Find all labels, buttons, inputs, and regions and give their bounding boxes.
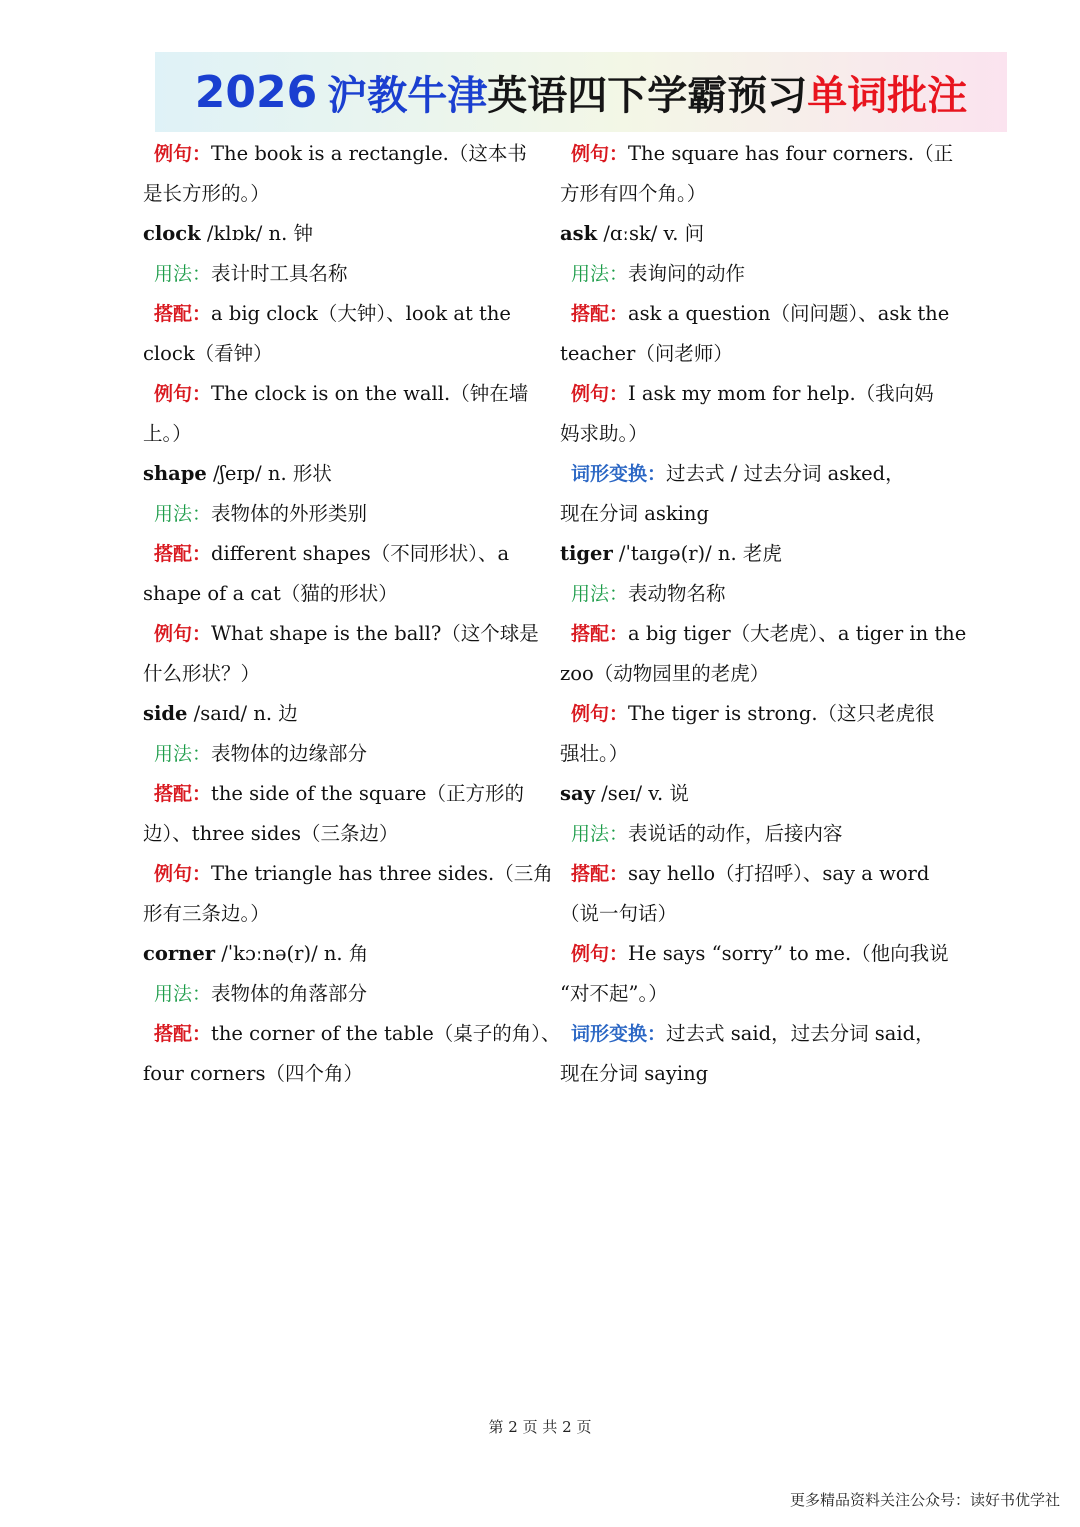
collocation-label: 搭配： <box>571 303 629 325</box>
pronunciation-definition: /ɑːsk/ v. 问 <box>597 222 705 245</box>
collocation-text-cont: 边）、three sides（三条边） <box>143 822 399 845</box>
collocation-line-cont <box>560 334 942 374</box>
example-line <box>560 934 949 974</box>
word-form-line-cont <box>560 494 942 534</box>
pronunciation-definition: /ʃeɪp/ n. 形状 <box>206 462 332 485</box>
usage-label: 用法： <box>571 263 629 285</box>
usage-text: 表计时工具名称 <box>211 262 348 285</box>
headword: ask <box>560 222 598 245</box>
collocation-text: different shapes（不同形状）、a <box>211 542 510 565</box>
collocation-line <box>143 534 525 574</box>
example-line <box>560 694 942 734</box>
pronunciation-definition: /klɒk/ n. 钟 <box>200 222 314 245</box>
usage-line <box>143 254 525 294</box>
headword: shape <box>143 462 207 485</box>
usage-label: 用法： <box>154 503 212 525</box>
usage-line <box>143 494 525 534</box>
footer-note: 更多精品资料关注公众号：读好书优学社 <box>789 1491 1060 1509</box>
usage-line <box>143 974 525 1014</box>
example-text: The book is a rectangle.（这本书 <box>211 142 527 165</box>
collocation-text-cont: four corners（四个角） <box>143 1062 363 1085</box>
example-text-cont: 方形有四个角。） <box>560 182 707 205</box>
title-part-dark: 英语四下学霸预习 <box>487 72 808 119</box>
word-form-text: 过去式 / 过去分词 asked， <box>666 462 905 485</box>
collocation-text-cont: clock（看钟） <box>143 342 273 365</box>
collocation-line-cont <box>143 1054 525 1094</box>
collocation-text: a big clock（大钟）、look at the <box>211 302 511 325</box>
left-column <box>143 134 561 1094</box>
usage-text: 表动物名称 <box>628 582 726 605</box>
collocation-text: the side of the square（正方形的 <box>211 782 524 805</box>
example-text: What shape is the ball?（这个球是 <box>211 622 539 645</box>
collocation-text-cont: zoo（动物园里的老虎） <box>560 662 770 685</box>
example-line-cont <box>560 414 942 454</box>
collocation-line <box>143 774 525 814</box>
entry-header-shape <box>143 454 525 494</box>
entry-header-ask <box>560 214 942 254</box>
usage-text: 表物体的角落部分 <box>211 982 368 1005</box>
entry-header-tiger <box>560 534 942 574</box>
usage-text: 表物体的外形类别 <box>211 502 368 525</box>
collocation-label: 搭配： <box>571 623 629 645</box>
word-form-line <box>560 454 942 494</box>
page-number: 第 2 页 共 2 页 <box>488 1418 592 1436</box>
example-line-cont <box>560 974 942 1014</box>
collocation-line <box>560 854 942 894</box>
usage-label: 用法： <box>571 583 629 605</box>
word-form-label: 词形变换： <box>571 463 667 485</box>
right-column <box>560 134 967 1094</box>
usage-text: 表询问的动作 <box>628 262 746 285</box>
collocation-label: 搭配： <box>154 303 212 325</box>
pronunciation-definition: /saɪd/ n. 边 <box>187 702 298 725</box>
example-line-cont <box>143 414 525 454</box>
headword: side <box>143 702 188 725</box>
collocation-line-cont <box>143 814 525 854</box>
entry-header-say <box>560 774 942 814</box>
title-banner <box>155 52 1007 132</box>
collocation-line <box>143 1014 561 1054</box>
usage-line <box>560 574 942 614</box>
collocation-text-cont: （说一句话） <box>560 902 678 925</box>
word-form-text-cont: 现在分词 saying <box>560 1062 709 1085</box>
example-label: 例句： <box>154 143 212 165</box>
word-form-line-cont <box>560 1054 942 1094</box>
collocation-label: 搭配： <box>571 863 629 885</box>
usage-text: 表说话的动作，后接内容 <box>628 822 843 845</box>
collocation-line-cont <box>560 654 942 694</box>
collocation-line <box>143 294 525 334</box>
title-part-blue: 沪教牛津 <box>327 72 488 119</box>
usage-label: 用法： <box>571 823 629 845</box>
example-line-cont <box>143 654 525 694</box>
word-form-line <box>560 1014 942 1054</box>
collocation-line <box>560 614 967 654</box>
example-text-cont: “对不起”。） <box>560 982 668 1005</box>
collocation-line-cont <box>143 334 525 374</box>
usage-text: 表物体的边缘部分 <box>211 742 368 765</box>
example-text: The tiger is strong.（这只老虎很 <box>628 702 935 725</box>
headword: corner <box>143 942 216 965</box>
word-form-text-cont: 现在分词 asking <box>560 502 709 525</box>
usage-label: 用法： <box>154 743 212 765</box>
pronunciation-definition: /seɪ/ v. 说 <box>594 782 689 805</box>
example-text: He says “sorry” to me.（他向我说 <box>628 942 949 965</box>
collocation-text: a big tiger（大老虎）、a tiger in the <box>628 622 967 645</box>
example-text: The clock is on the wall.（钟在墙 <box>211 382 529 405</box>
example-line <box>143 854 553 894</box>
title-part-red: 单词批注 <box>807 72 968 119</box>
collocation-text: ask a question（问问题）、ask the <box>628 302 950 325</box>
collocation-label: 搭配： <box>154 1023 212 1045</box>
example-text-cont: 上。） <box>143 422 192 445</box>
word-form-text: 过去式 said，过去分词 said， <box>666 1022 935 1045</box>
headword: tiger <box>560 542 613 565</box>
headword: clock <box>143 222 201 245</box>
headword: say <box>560 782 595 805</box>
word-form-label: 词形变换： <box>571 1023 667 1045</box>
usage-line <box>560 814 942 854</box>
example-line-cont <box>560 734 942 774</box>
usage-line <box>560 254 942 294</box>
example-text: I ask my mom for help.（我向妈 <box>628 382 934 405</box>
collocation-text: the corner of the table（桌子的角）、 <box>211 1022 561 1045</box>
entry-header-corner <box>143 934 525 974</box>
example-line <box>560 134 954 174</box>
collocation-label: 搭配： <box>154 783 212 805</box>
example-line <box>143 614 539 654</box>
example-text-cont: 什么形状？） <box>143 662 261 685</box>
usage-label: 用法： <box>154 263 212 285</box>
usage-label: 用法： <box>154 983 212 1005</box>
collocation-line-cont <box>560 894 942 934</box>
example-line-cont <box>143 894 525 934</box>
collocation-line <box>560 294 950 334</box>
pronunciation-definition: /ˈkɔːnə(r)/ n. 角 <box>215 942 369 965</box>
example-text-cont: 妈求助。） <box>560 422 648 445</box>
example-label: 例句： <box>154 863 212 885</box>
example-text-cont: 强壮。） <box>560 742 629 765</box>
example-label: 例句： <box>571 703 629 725</box>
example-line-cont <box>143 174 525 214</box>
example-label: 例句： <box>154 623 212 645</box>
collocation-line-cont <box>143 574 525 614</box>
example-line <box>143 134 525 174</box>
example-line <box>143 374 529 414</box>
pronunciation-definition: /ˈtaɪɡə(r)/ n. 老虎 <box>612 542 782 565</box>
example-line-cont <box>560 174 942 214</box>
usage-line <box>143 734 525 774</box>
collocation-text-cont: shape of a cat（猫的形状） <box>143 582 398 605</box>
example-label: 例句： <box>154 383 212 405</box>
example-text-cont: 形有三条边。） <box>143 902 270 925</box>
entry-header-clock <box>143 214 525 254</box>
title-year: 2026 <box>194 66 318 118</box>
example-label: 例句： <box>571 383 629 405</box>
example-label: 例句： <box>571 943 629 965</box>
example-label: 例句： <box>571 143 629 165</box>
collocation-text: say hello（打招呼）、say a word <box>628 862 930 885</box>
entry-header-side <box>143 694 525 734</box>
example-text: The triangle has three sides.（三角 <box>211 862 553 885</box>
example-text-cont: 是长方形的。） <box>143 182 270 205</box>
example-line <box>560 374 942 414</box>
example-text: The square has four corners.（正 <box>628 142 954 165</box>
collocation-text-cont: teacher（问老师） <box>560 342 733 365</box>
collocation-label: 搭配： <box>154 543 212 565</box>
